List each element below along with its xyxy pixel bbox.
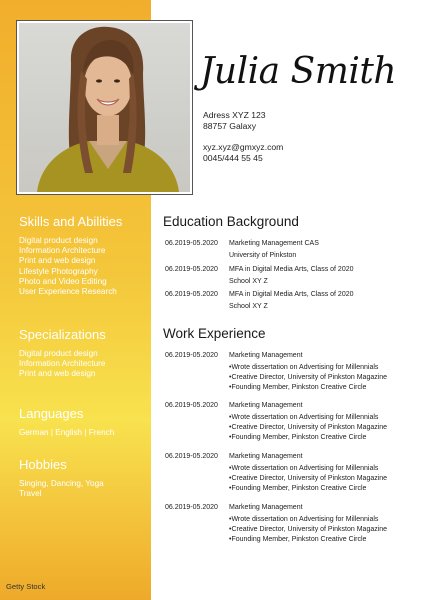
entry-line: Marketing Management CAS [229, 240, 319, 247]
entry-role: Marketing Management [229, 402, 303, 409]
hobby-line: Singing, Dancing, Yoga [19, 479, 104, 488]
entry-line: MFA in Digital Media Arts, Class of 2020 [229, 291, 354, 298]
entry-date: 06.2019-05.2020 [165, 291, 218, 298]
entry-bullet: •Creative Director, University of Pinkston Magazine [229, 424, 388, 431]
skill-item: Digital product design [19, 236, 98, 245]
address-line: Adress XYZ 123 [203, 110, 266, 120]
work-title: Work Experience [163, 326, 266, 341]
specialization-item: Information Architecture [19, 359, 106, 369]
entry-bullet: •Founding Member, Pinkston Creative Circle [229, 485, 367, 492]
entry-role: Marketing Management [229, 504, 303, 511]
entry-bullet: •Wrote dissertation on Advertising for Millennials [229, 414, 379, 421]
education-title: Education Background [163, 214, 299, 229]
profile-photo-frame [16, 20, 193, 195]
entry-bullet: •Wrote dissertation on Advertising for Millennials [229, 364, 379, 371]
phone-text: 0045/444 55 45 [203, 153, 263, 163]
contact-address [203, 110, 266, 132]
entry-line: School XY Z [229, 303, 268, 310]
specialization-item: Print and web design [19, 369, 96, 379]
profile-photo [19, 23, 190, 192]
entry-date: 06.2019-05.2020 [165, 504, 218, 511]
skills-section [19, 214, 147, 297]
entry-bullet: •Founding Member, Pinkston Creative Circle [229, 536, 367, 543]
entry-bullet: •Founding Member, Pinkston Creative Circle [229, 434, 367, 441]
entry-role: Marketing Management [229, 352, 303, 359]
section-title: Languages [19, 406, 84, 421]
skill-item: User Experience Research [19, 287, 117, 297]
portrait-illustration [19, 23, 190, 192]
entry-role: Marketing Management [229, 453, 303, 460]
candidate-name: Julia Smith [200, 51, 397, 92]
entry-bullet: •Creative Director, University of Pinkston Magazine [229, 526, 388, 533]
specializations-section [19, 327, 147, 380]
section-title: Skills and Abilities [19, 214, 123, 229]
entry-date: 06.2019-05.2020 [165, 453, 218, 460]
languages-section [19, 406, 147, 438]
entry-bullet: •Founding Member, Pinkston Creative Circle [229, 384, 367, 391]
entry-date: 06.2019-05.2020 [165, 402, 218, 409]
entry-line: University of Pinkston [229, 252, 297, 259]
entry-date: 06.2019-05.2020 [165, 352, 218, 359]
skill-item: Lifestyle Photography [19, 266, 98, 276]
hobby-line: Travel [19, 489, 42, 499]
entry-bullet: •Wrote dissertation on Advertising for Millennials [229, 516, 379, 523]
address-line: 88757 Galaxy [203, 121, 257, 131]
entry-bullet: •Creative Director, University of Pinkston Magazine [229, 475, 388, 482]
entry-line: MFA in Digital Media Arts, Class of 2020 [229, 266, 354, 273]
section-title: Specializations [19, 327, 106, 342]
entry-date: 06.2019-05.2020 [165, 240, 218, 247]
hobbies-section [19, 457, 147, 499]
skill-item: Print and web design [19, 256, 96, 266]
entry-bullet: •Wrote dissertation on Advertising for Millennials [229, 465, 379, 472]
entry-date: 06.2019-05.2020 [165, 266, 218, 273]
skill-item: Photo and Video Editing [19, 276, 107, 286]
entry-line: School XY Z [229, 278, 268, 285]
languages-text: German | English | French [19, 428, 115, 437]
image-credit: Getty Stock [6, 582, 46, 591]
section-title: Hobbies [19, 457, 67, 472]
email-text: xyz.xyz@gmxyz.com [203, 142, 284, 152]
entry-bullet: •Creative Director, University of Pinkston Magazine [229, 374, 388, 381]
specialization-item: Digital product design [19, 349, 98, 358]
contact-details [203, 142, 283, 164]
skill-item: Information Architecture [19, 246, 106, 256]
